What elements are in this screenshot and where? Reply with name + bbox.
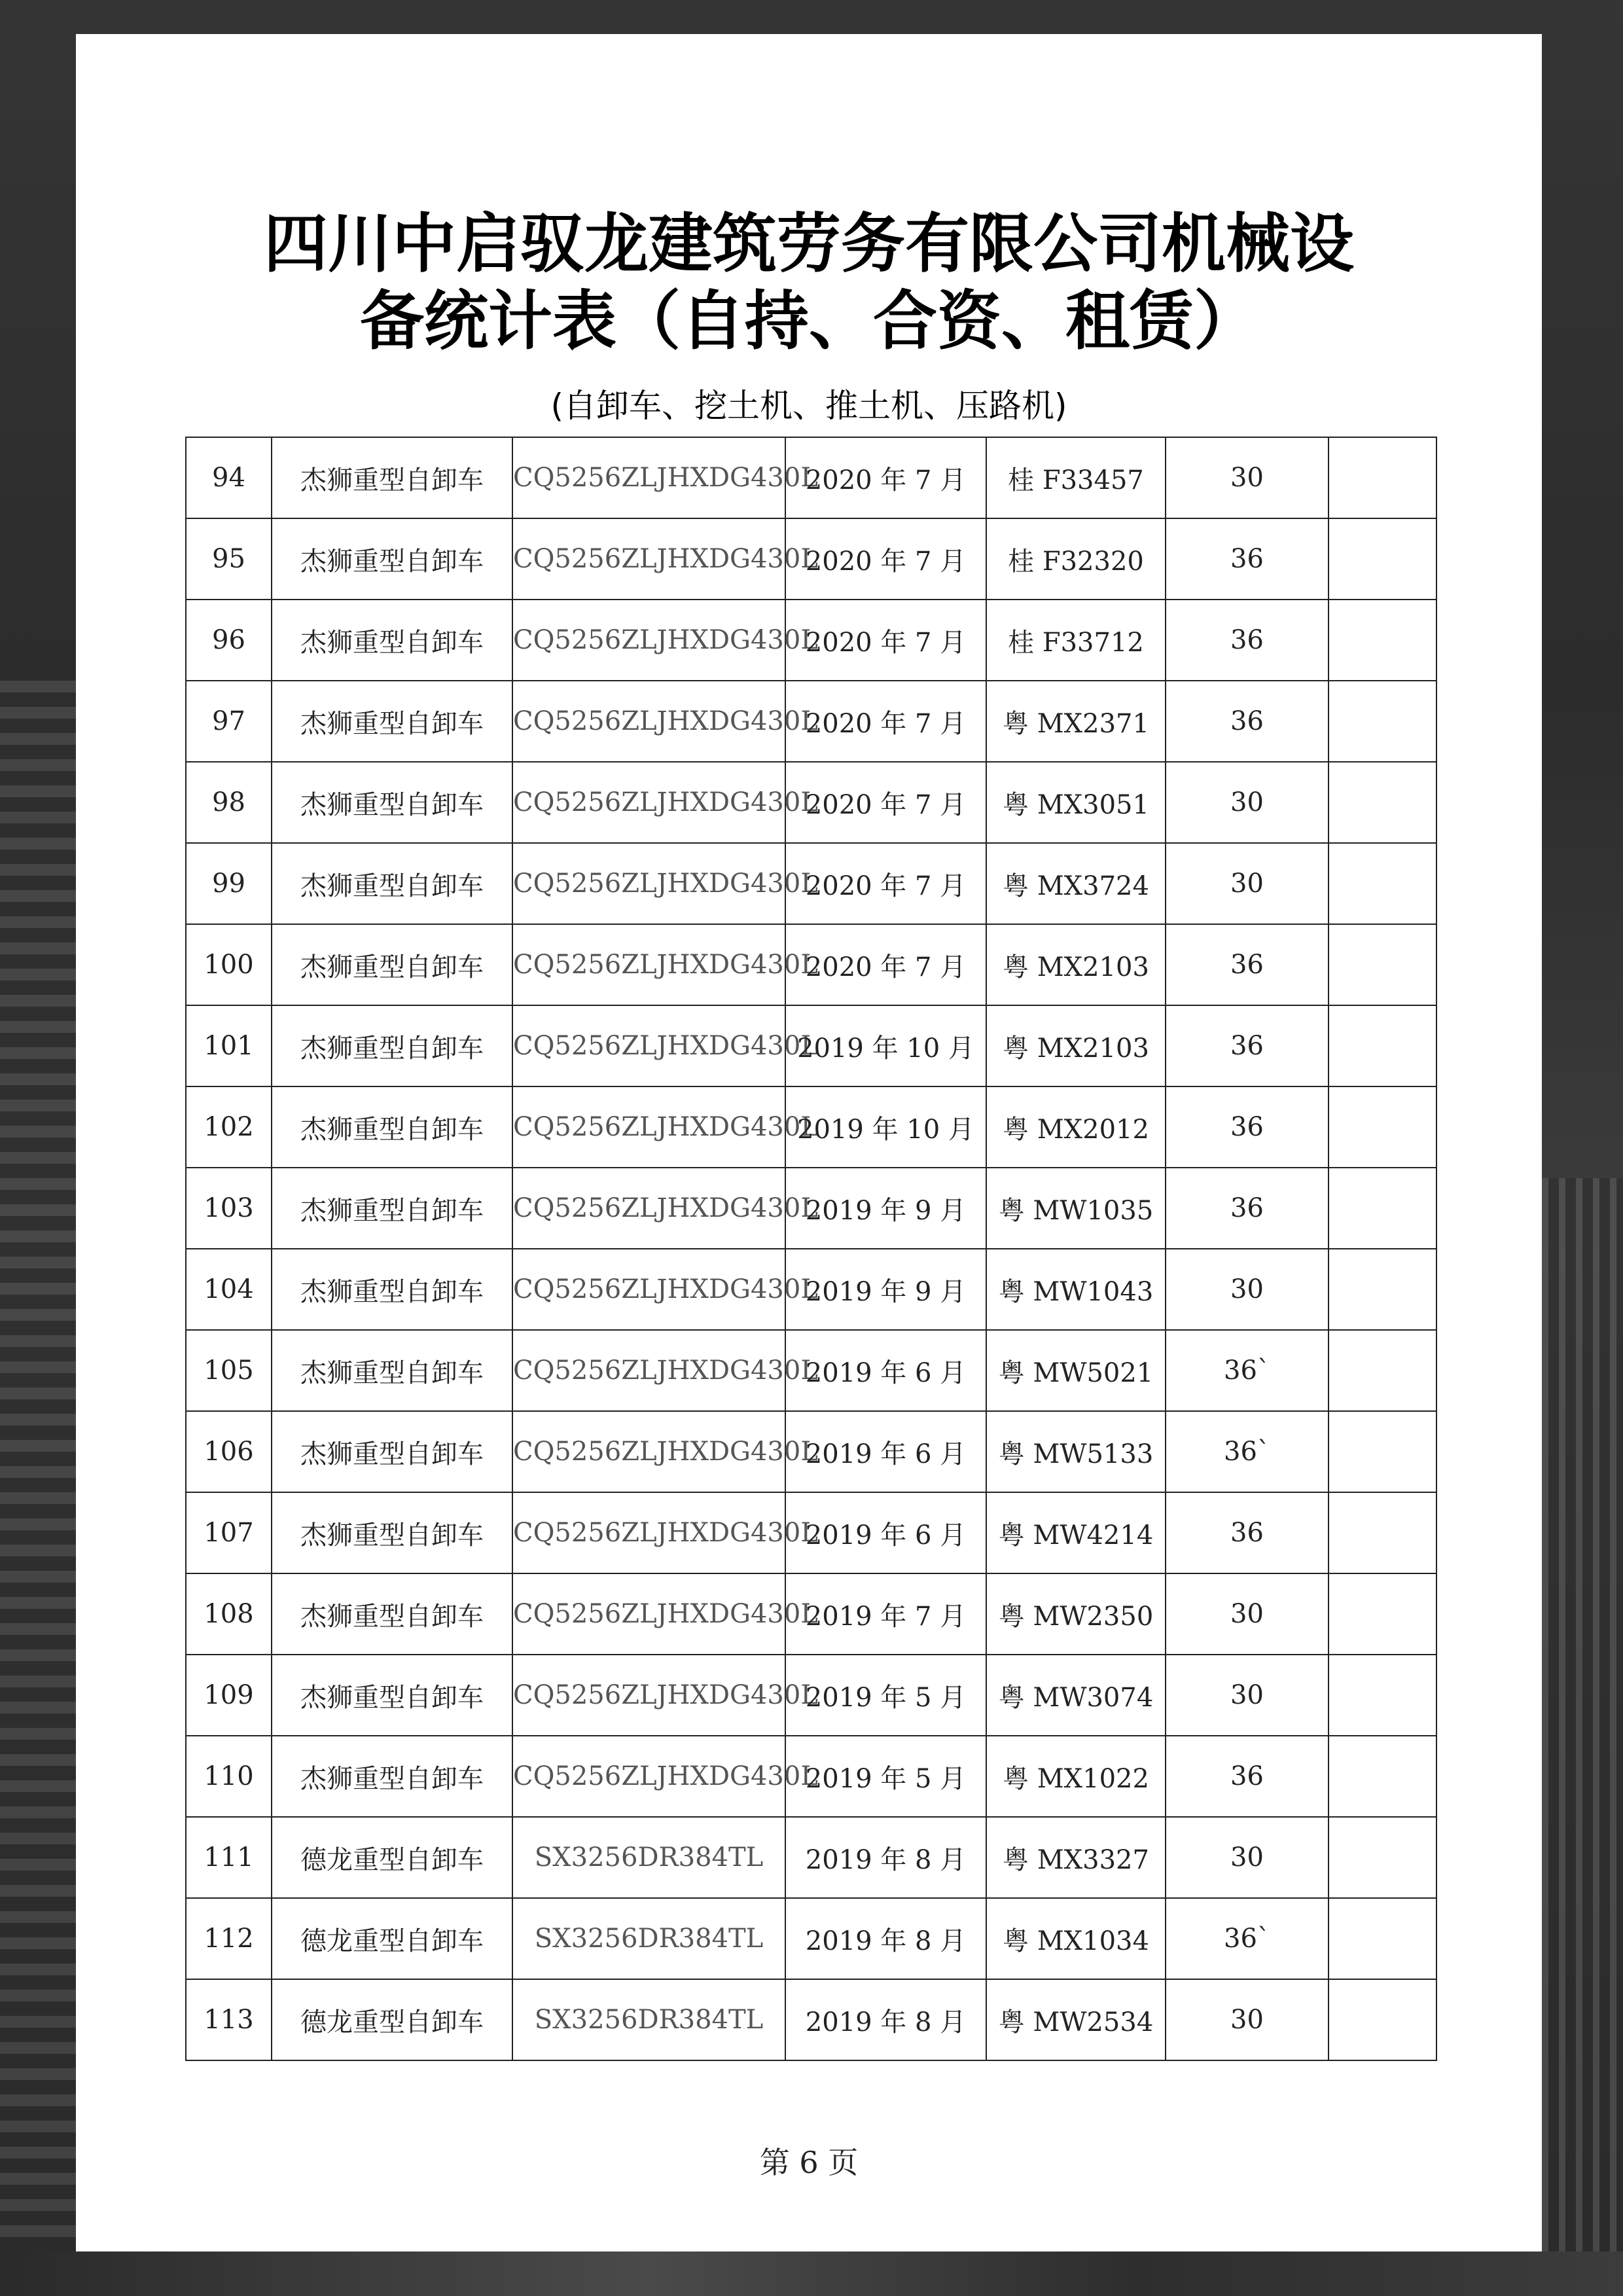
document-title bbox=[76, 206, 1542, 360]
cell-model: SX3256DR384TL bbox=[512, 1898, 785, 1979]
cell-equipment-name: 杰狮重型自卸车 bbox=[272, 1655, 512, 1736]
cell-note bbox=[1329, 924, 1436, 1005]
table-row bbox=[186, 1005, 1436, 1086]
backdrop-building-left bbox=[0, 681, 76, 2278]
cell-equipment-name: 杰狮重型自卸车 bbox=[272, 1330, 512, 1411]
cell-value: 36 bbox=[1166, 1168, 1329, 1249]
cell-note bbox=[1329, 1086, 1436, 1168]
cell-model: CQ5256ZLJHXDG430L bbox=[512, 1168, 785, 1249]
cell-value: 30 bbox=[1166, 1249, 1329, 1330]
cell-model: CQ5256ZLJHXDG430L bbox=[512, 1411, 785, 1492]
cell-note bbox=[1329, 1817, 1436, 1898]
cell-equipment-name: 杰狮重型自卸车 bbox=[272, 1086, 512, 1168]
cell-note bbox=[1329, 437, 1436, 518]
cell-equipment-name: 杰狮重型自卸车 bbox=[272, 924, 512, 1005]
cell-model: CQ5256ZLJHXDG430L bbox=[512, 1492, 785, 1573]
cell-note bbox=[1329, 1005, 1436, 1086]
cell-date: 2020 年 7 月 bbox=[785, 600, 986, 681]
table-row bbox=[186, 1411, 1436, 1492]
equipment-table-body bbox=[186, 437, 1436, 2060]
cell-date: 2020 年 7 月 bbox=[785, 843, 986, 924]
cell-plate: 粤 MX3724 bbox=[986, 843, 1166, 924]
cell-number: 109 bbox=[186, 1655, 272, 1736]
cell-value: 30 bbox=[1166, 437, 1329, 518]
table-row bbox=[186, 1898, 1436, 1979]
cell-number: 98 bbox=[186, 762, 272, 843]
cell-equipment-name: 杰狮重型自卸车 bbox=[272, 437, 512, 518]
cell-equipment-name: 杰狮重型自卸车 bbox=[272, 1168, 512, 1249]
cell-number: 99 bbox=[186, 843, 272, 924]
cell-equipment-name: 杰狮重型自卸车 bbox=[272, 843, 512, 924]
cell-equipment-name: 杰狮重型自卸车 bbox=[272, 600, 512, 681]
cell-note bbox=[1329, 1736, 1436, 1817]
table-row bbox=[186, 1492, 1436, 1573]
cell-model: CQ5256ZLJHXDG430L bbox=[512, 518, 785, 600]
cell-date: 2020 年 7 月 bbox=[785, 924, 986, 1005]
cell-model: CQ5256ZLJHXDG430L bbox=[512, 1330, 785, 1411]
cell-equipment-name: 德龙重型自卸车 bbox=[272, 1979, 512, 2060]
cell-note bbox=[1329, 600, 1436, 681]
cell-date: 2019 年 9 月 bbox=[785, 1168, 986, 1249]
cell-value: 30 bbox=[1166, 1573, 1329, 1655]
cell-date: 2019 年 8 月 bbox=[785, 1898, 986, 1979]
cell-model: CQ5256ZLJHXDG430L bbox=[512, 1005, 785, 1086]
cell-note bbox=[1329, 1898, 1436, 1979]
cell-date: 2019 年 6 月 bbox=[785, 1411, 986, 1492]
cell-model: CQ5256ZLJHXDG430L bbox=[512, 762, 785, 843]
cell-plate: 粤 MX3327 bbox=[986, 1817, 1166, 1898]
cell-plate: 粤 MX1022 bbox=[986, 1736, 1166, 1817]
cell-plate: 粤 MW4214 bbox=[986, 1492, 1166, 1573]
table-row bbox=[186, 1736, 1436, 1817]
cell-value: 36 bbox=[1166, 1492, 1329, 1573]
cell-value: 36 bbox=[1166, 1736, 1329, 1817]
cell-plate: 粤 MW5133 bbox=[986, 1411, 1166, 1492]
cell-model: CQ5256ZLJHXDG430L bbox=[512, 1655, 785, 1736]
cell-plate: 粤 MW2534 bbox=[986, 1979, 1166, 2060]
cell-model: CQ5256ZLJHXDG430L bbox=[512, 600, 785, 681]
table-row bbox=[186, 843, 1436, 924]
cell-note bbox=[1329, 1492, 1436, 1573]
table-row bbox=[186, 1249, 1436, 1330]
cell-value: 36` bbox=[1166, 1330, 1329, 1411]
cell-date: 2019 年 6 月 bbox=[785, 1330, 986, 1411]
cell-value: 36 bbox=[1166, 1086, 1329, 1168]
cell-value: 36 bbox=[1166, 518, 1329, 600]
cell-date: 2019 年 9 月 bbox=[785, 1249, 986, 1330]
cell-plate: 粤 MX2371 bbox=[986, 681, 1166, 762]
cell-date: 2020 年 7 月 bbox=[785, 681, 986, 762]
cell-model: SX3256DR384TL bbox=[512, 1979, 785, 2060]
cell-value: 30 bbox=[1166, 1655, 1329, 1736]
backdrop-street bbox=[0, 2251, 1623, 2296]
cell-model: SX3256DR384TL bbox=[512, 1817, 785, 1898]
cell-value: 36 bbox=[1166, 924, 1329, 1005]
cell-plate: 粤 MX2103 bbox=[986, 1005, 1166, 1086]
cell-note bbox=[1329, 1330, 1436, 1411]
cell-equipment-name: 杰狮重型自卸车 bbox=[272, 762, 512, 843]
table-row bbox=[186, 924, 1436, 1005]
cell-equipment-name: 德龙重型自卸车 bbox=[272, 1898, 512, 1979]
cell-equipment-name: 杰狮重型自卸车 bbox=[272, 1411, 512, 1492]
cell-number: 108 bbox=[186, 1573, 272, 1655]
cell-model: CQ5256ZLJHXDG430L bbox=[512, 681, 785, 762]
cell-number: 100 bbox=[186, 924, 272, 1005]
cell-date: 2019 年 10 月 bbox=[785, 1005, 986, 1086]
cell-date: 2019 年 6 月 bbox=[785, 1492, 986, 1573]
cell-model: CQ5256ZLJHXDG430L bbox=[512, 1573, 785, 1655]
cell-number: 101 bbox=[186, 1005, 272, 1086]
cell-value: 30 bbox=[1166, 843, 1329, 924]
cell-note bbox=[1329, 762, 1436, 843]
equipment-table bbox=[185, 437, 1437, 2061]
cell-plate: 桂 F32320 bbox=[986, 518, 1166, 600]
page-number: 第 6 页 bbox=[759, 2145, 859, 2180]
cell-equipment-name: 德龙重型自卸车 bbox=[272, 1817, 512, 1898]
cell-number: 112 bbox=[186, 1898, 272, 1979]
document-title-line-1: 四川中启驭龙建筑劳务有限公司机械设 bbox=[263, 207, 1354, 281]
cell-value: 36 bbox=[1166, 1005, 1329, 1086]
cell-equipment-name: 杰狮重型自卸车 bbox=[272, 681, 512, 762]
cell-number: 103 bbox=[186, 1168, 272, 1249]
document-subtitle: (自卸车、挖土机、推土机、压路机) bbox=[550, 387, 1067, 425]
table-row bbox=[186, 1655, 1436, 1736]
cell-value: 36 bbox=[1166, 600, 1329, 681]
table-row bbox=[186, 762, 1436, 843]
table-row bbox=[186, 518, 1436, 600]
cell-date: 2019 年 8 月 bbox=[785, 1979, 986, 2060]
cell-model: CQ5256ZLJHXDG430L bbox=[512, 1249, 785, 1330]
cell-number: 94 bbox=[186, 437, 272, 518]
cell-number: 113 bbox=[186, 1979, 272, 2060]
cell-date: 2019 年 8 月 bbox=[785, 1817, 986, 1898]
cell-plate: 粤 MX2103 bbox=[986, 924, 1166, 1005]
cell-number: 105 bbox=[186, 1330, 272, 1411]
cell-value: 30 bbox=[1166, 1979, 1329, 2060]
cell-number: 95 bbox=[186, 518, 272, 600]
cell-number: 96 bbox=[186, 600, 272, 681]
document-title-line-2: 备统计表（自持、合资、租赁） bbox=[359, 284, 1258, 359]
cell-note bbox=[1329, 843, 1436, 924]
cell-value: 30 bbox=[1166, 1817, 1329, 1898]
cell-plate: 粤 MX2012 bbox=[986, 1086, 1166, 1168]
cell-number: 107 bbox=[186, 1492, 272, 1573]
cell-date: 2019 年 10 月 bbox=[785, 1086, 986, 1168]
cell-value: 36` bbox=[1166, 1898, 1329, 1979]
cell-plate: 粤 MW3074 bbox=[986, 1655, 1166, 1736]
cell-model: CQ5256ZLJHXDG430L bbox=[512, 1736, 785, 1817]
table-row bbox=[186, 1817, 1436, 1898]
cell-date: 2020 年 7 月 bbox=[785, 518, 986, 600]
cell-equipment-name: 杰狮重型自卸车 bbox=[272, 1249, 512, 1330]
cell-equipment-name: 杰狮重型自卸车 bbox=[272, 1005, 512, 1086]
cell-note bbox=[1329, 1168, 1436, 1249]
cell-note bbox=[1329, 1411, 1436, 1492]
table-row bbox=[186, 1330, 1436, 1411]
cell-equipment-name: 杰狮重型自卸车 bbox=[272, 518, 512, 600]
table-row bbox=[186, 1979, 1436, 2060]
cell-note bbox=[1329, 1249, 1436, 1330]
cell-plate: 粤 MW5021 bbox=[986, 1330, 1166, 1411]
cell-model: CQ5256ZLJHXDG430L bbox=[512, 437, 785, 518]
cell-note bbox=[1329, 1573, 1436, 1655]
cell-date: 2020 年 7 月 bbox=[785, 437, 986, 518]
table-row bbox=[186, 1573, 1436, 1655]
cell-equipment-name: 杰狮重型自卸车 bbox=[272, 1736, 512, 1817]
cell-plate: 粤 MX1034 bbox=[986, 1898, 1166, 1979]
table-row bbox=[186, 1086, 1436, 1168]
cell-equipment-name: 杰狮重型自卸车 bbox=[272, 1492, 512, 1573]
cell-value: 30 bbox=[1166, 762, 1329, 843]
table-row bbox=[186, 1168, 1436, 1249]
cell-note bbox=[1329, 1655, 1436, 1736]
cell-model: CQ5256ZLJHXDG430L bbox=[512, 843, 785, 924]
cell-note bbox=[1329, 518, 1436, 600]
cell-plate: 粤 MW1043 bbox=[986, 1249, 1166, 1330]
cell-note bbox=[1329, 1979, 1436, 2060]
cell-plate: 粤 MW2350 bbox=[986, 1573, 1166, 1655]
cell-plate: 粤 MW1035 bbox=[986, 1168, 1166, 1249]
cell-date: 2019 年 7 月 bbox=[785, 1573, 986, 1655]
table-row bbox=[186, 600, 1436, 681]
cell-value: 36 bbox=[1166, 681, 1329, 762]
cell-plate: 桂 F33457 bbox=[986, 437, 1166, 518]
cell-number: 102 bbox=[186, 1086, 272, 1168]
cell-model: CQ5256ZLJHXDG430L bbox=[512, 924, 785, 1005]
cell-date: 2019 年 5 月 bbox=[785, 1655, 986, 1736]
backdrop-building-right bbox=[1542, 1178, 1623, 2291]
table-row bbox=[186, 681, 1436, 762]
table-row bbox=[186, 437, 1436, 518]
cell-value: 36` bbox=[1166, 1411, 1329, 1492]
cell-date: 2019 年 5 月 bbox=[785, 1736, 986, 1817]
cell-number: 110 bbox=[186, 1736, 272, 1817]
cell-model: CQ5256ZLJHXDG430L bbox=[512, 1086, 785, 1168]
cell-date: 2020 年 7 月 bbox=[785, 762, 986, 843]
cell-number: 97 bbox=[186, 681, 272, 762]
cell-note bbox=[1329, 681, 1436, 762]
cell-plate: 桂 F33712 bbox=[986, 600, 1166, 681]
document-page bbox=[76, 34, 1542, 2251]
cell-number: 106 bbox=[186, 1411, 272, 1492]
cell-number: 104 bbox=[186, 1249, 272, 1330]
cell-equipment-name: 杰狮重型自卸车 bbox=[272, 1573, 512, 1655]
cell-plate: 粤 MX3051 bbox=[986, 762, 1166, 843]
cell-number: 111 bbox=[186, 1817, 272, 1898]
